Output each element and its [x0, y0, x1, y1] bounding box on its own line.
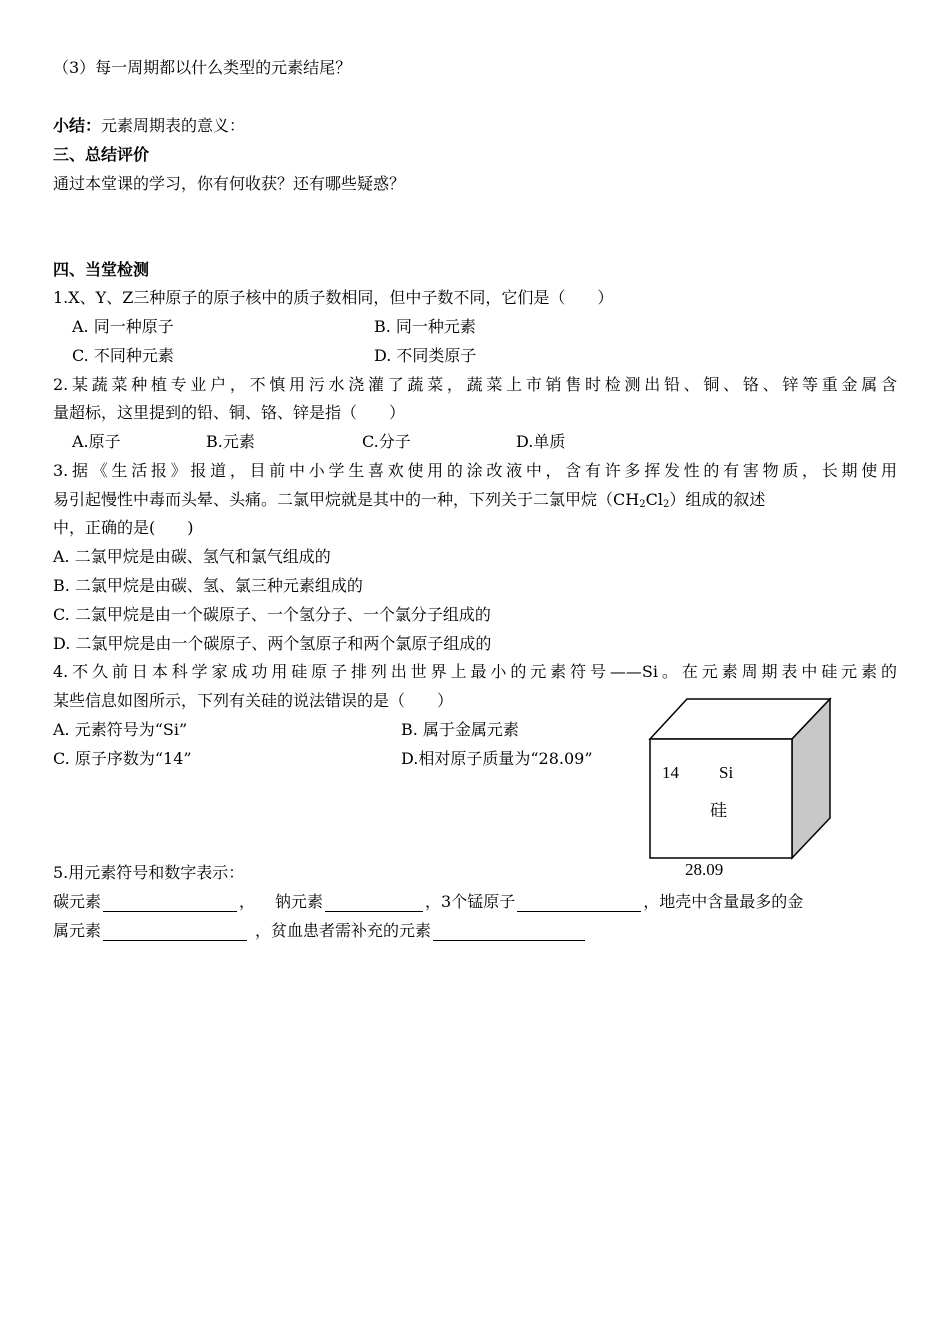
q3-stem-line1: 3.据《生活报》报道，目前中小学生喜欢使用的涂改液中，含有许多挥发性的有害物质，长期使用 [53, 461, 897, 480]
manganese-answer-blank[interactable] [517, 895, 641, 912]
q5-metal-label-a: ，地壳中含量最多的金 [643, 892, 804, 911]
summary [53, 116, 245, 136]
q5-metal-label-b: 属元素 [53, 921, 102, 940]
atomic-number: 14 [662, 763, 679, 782]
q4-option-a: A. 元素符号为“Si” [53, 720, 188, 739]
atomic-mass: 28.09 [685, 860, 724, 879]
carbon-answer-blank[interactable] [103, 895, 237, 912]
q4-option-b: B. 属于金属元素 [401, 720, 519, 739]
q3-stem-line2 [53, 490, 765, 515]
q4-option-c: C. 原子序数为“14” [53, 749, 192, 768]
q3-option-c: C. 二氯甲烷是由一个碳原子、一个氢分子、一个氯分子组成的 [53, 605, 491, 624]
anemia-answer-blank[interactable] [433, 924, 585, 941]
q5-carbon-label: 碳元素 [53, 892, 102, 911]
q2-option-c: C.分子 [362, 432, 411, 451]
cube-front-face [650, 739, 792, 858]
q3-option-d: D. 二氯甲烷是由一个碳原子、两个氢原子和两个氯原子组成的 [53, 634, 492, 653]
q3-stem-line3: 中，正确的是( ) [53, 518, 194, 537]
q5-anemia-label: ，贫血患者需补充的元素 [255, 921, 432, 940]
q2-stem-line1: 2.某蔬菜种植专业户，不慎用污水浇灌了蔬菜，蔬菜上市销售时检测出铅、铜、铬、锌等重金属含 [53, 375, 897, 394]
q3-prompt: （3）每一周期都以什么类型的元素结尾？ [53, 58, 352, 77]
q2-stem-line2: 量超标，这里提到的铅、铜、铬、锌是指（ ） [53, 403, 406, 422]
q5-line1: 碳元素 ， 钠元素 ，3个锰原子 ，地壳中含量最多的金 [53, 892, 804, 911]
q3-stem-line2-tail: ）组成的叙述 [669, 490, 766, 509]
section3-heading: 三、总结评价 [53, 145, 150, 164]
q3-stem-line2-text: 易引起慢性中毒而头晕、头痛。二氯甲烷就是其中的一种，下列关于二氯甲烷（CH [53, 490, 640, 509]
q1-stem: 1.X、Y、Z三种原子的原子核中的质子数相同，但中子数不同，它们是（ ） [53, 288, 614, 307]
q1-option-a: A. 同一种原子 [72, 317, 174, 336]
q5-line2 [53, 921, 587, 941]
section3-text: 通过本堂课的学习，你有何收获？还有哪些疑惑？ [53, 174, 406, 193]
formula-cl: Cl [645, 490, 663, 509]
metal-answer-blank[interactable] [103, 924, 247, 941]
q5-stem: 5.用元素符号和数字表示： [53, 863, 245, 882]
q5-mn-label: ，3个锰原子 [425, 892, 516, 911]
q2-option-d: D.单质 [516, 432, 566, 451]
summary-text: 元素周期表的意义： [101, 116, 246, 135]
q4-stem-line2: 某些信息如图所示，下列有关硅的说法错误的是（ ） [53, 691, 454, 710]
q5-sodium-label: 钠元素 [275, 892, 324, 911]
q2-option-b: B.元素 [206, 432, 255, 451]
element-name: 硅 [710, 801, 727, 820]
q2-option-a: A.原子 [72, 432, 121, 451]
q1-option-b: B. 同一种元素 [374, 317, 476, 336]
q3-option-a: A. 二氯甲烷是由碳、氢气和氯气组成的 [53, 547, 331, 566]
summary-label: 小结： [53, 116, 102, 135]
q4-stem-line1: 4.不久前日本科学家成功用硅原子排列出世界上最小的元素符号——Si。在元素周期表中硅元素的 [53, 662, 897, 681]
element-symbol: Si [719, 763, 734, 782]
q1-option-c: C. 不同种元素 [72, 346, 174, 365]
formula-subscript: 2 [662, 499, 670, 510]
q1-option-d: D. 不同类原子 [374, 346, 477, 365]
q3-option-b: B. 二氯甲烷是由碳、氢、氯三种元素组成的 [53, 576, 363, 595]
section4-heading: 四、当堂检测 [53, 260, 150, 279]
sodium-answer-blank[interactable] [325, 895, 423, 912]
formula-subscript: 2 [639, 499, 646, 510]
element-card-cube [640, 692, 840, 882]
q4-option-d: D.相对原子质量为“28.09” [401, 749, 593, 768]
